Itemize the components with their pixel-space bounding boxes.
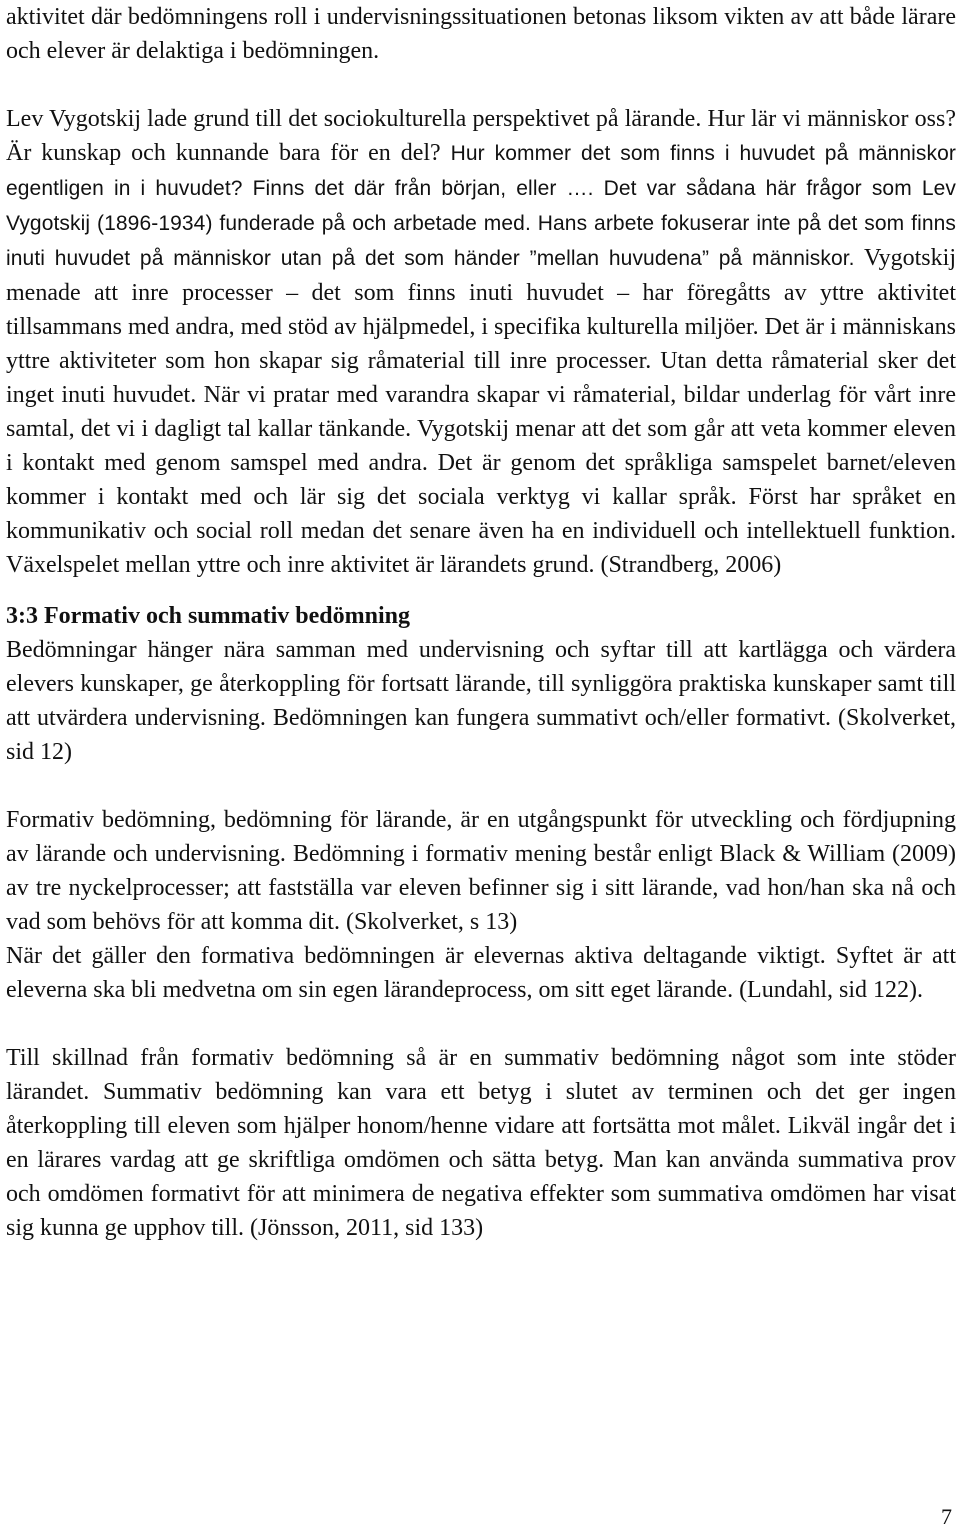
paragraph-spacer (6, 582, 956, 599)
intro-tail-paragraph: aktivitet där bedömningens roll i undervisningssituationen betonas liksom vikten av att både lärare och elever är delaktiga i bedömningen. (6, 4, 956, 64)
paragraph-spacer (6, 1007, 956, 1041)
vygotsky-serif-start: Lev Vygotskij lade grund till det sociokulturella perspektivet på lärande. Hur lär vi människor oss? Är kunskap och kunnande bara för en del? (6, 106, 956, 166)
vygotsky-serif-end: Vygotskij menade att inre processer – det som finns inuti huvudet – har föregåtts av yttre aktivitet tillsammans med andra, med stöd av hjälpmedel, i specifika kulturella miljöer. Det är i människans yttre aktiviteter som hon skapar sig råmaterial till inre processer. Utan detta råmaterial sker det inget inuti huvudet. När vi pratar med varandra skapar vi råmaterial, bildar underlag för vårt inre samtal, det vi i dagligt tal kallar tänkande. Vygotskij menar att det som går att veta kommer eleven i kontakt med genom samspel med andra. Det är genom det språkliga samspelet barnet/eleven kommer i kontakt med och lär sig det sociala verktyg vi kallar språk. Först har språket en kommunikativ och social roll medan det senare även ha en individuell och intellektuell funktion. Växelspelet mellan yttre och inre aktivitet är lärandets grund. (Strandberg, 2006) (6, 245, 956, 578)
document-page (6, 0, 956, 1537)
participation-paragraph: När det gäller den formativa bedömningen är elevernas aktiva deltagande viktigt. Syftet är att eleverna ska bli medvetna om sin egen lärandeprocess, om sitt eget lärande. (Lundahl, sid 122). (6, 943, 956, 1003)
section-intro-paragraph: Bedömningar hänger nära samman med undervisning och syftar till att kartlägga och värdera elevers kunskaper, ge återkoppling för fortsatt lärande, till synliggöra praktiska kunskaper samt till att utvärdera undervisning. Bedömningen kan fungera summativt och/eller formativt. (Skolverket, sid 12) (6, 637, 956, 765)
paragraph-spacer (6, 769, 956, 803)
page-number: 7 (941, 1504, 952, 1529)
summative-paragraph: Till skillnad från formativ bedömning så är en summativ bedömning något som inte stöder lärandet. Summativ bedömning kan vara ett betyg i slutet av terminen och det ger ingen återkoppling till eleven som hjälper honom/henne vidare att fortsätta mot målet. Likväl ingår det i en lärares vardag att ge skriftliga omdömen och sätta betyg. Man kan använda summativa prov och omdömen formativt för att minimera de negativa effekter som summativa omdömen har visat sig kunna ge upphov till. (Jönsson, 2011, sid 133) (6, 1045, 956, 1241)
vygotsky-paragraph (6, 102, 956, 582)
vygotsky-sans-quote: Hur kommer det som finns i huvudet på människor egentligen in i huvudet? Finns det där från början, eller …. Det var sådana här frågor som Lev Vygotskij (1896-1934) funderade på och arbetade med. Hans arbete fokuserar inte på det som finns inuti huvudet på människor utan på det som händer ”mellan huvudena” på människor. (6, 142, 956, 270)
paragraph-spacer (6, 68, 956, 102)
formative-paragraph: Formativ bedömning, bedömning för lärande, är en utgångspunkt för utveckling och fördjupning av lärande och undervisning. Bedömning i formativ mening består enligt Black & William (2009) av tre nyckelprocesser; att fastställa var eleven befinner sig i sitt lärande, vad hon/han ska nå och vad som behövs för att komma dit. (Skolverket, s 13) (6, 807, 956, 935)
section-heading: 3:3 Formativ och summativ bedömning (6, 603, 410, 629)
